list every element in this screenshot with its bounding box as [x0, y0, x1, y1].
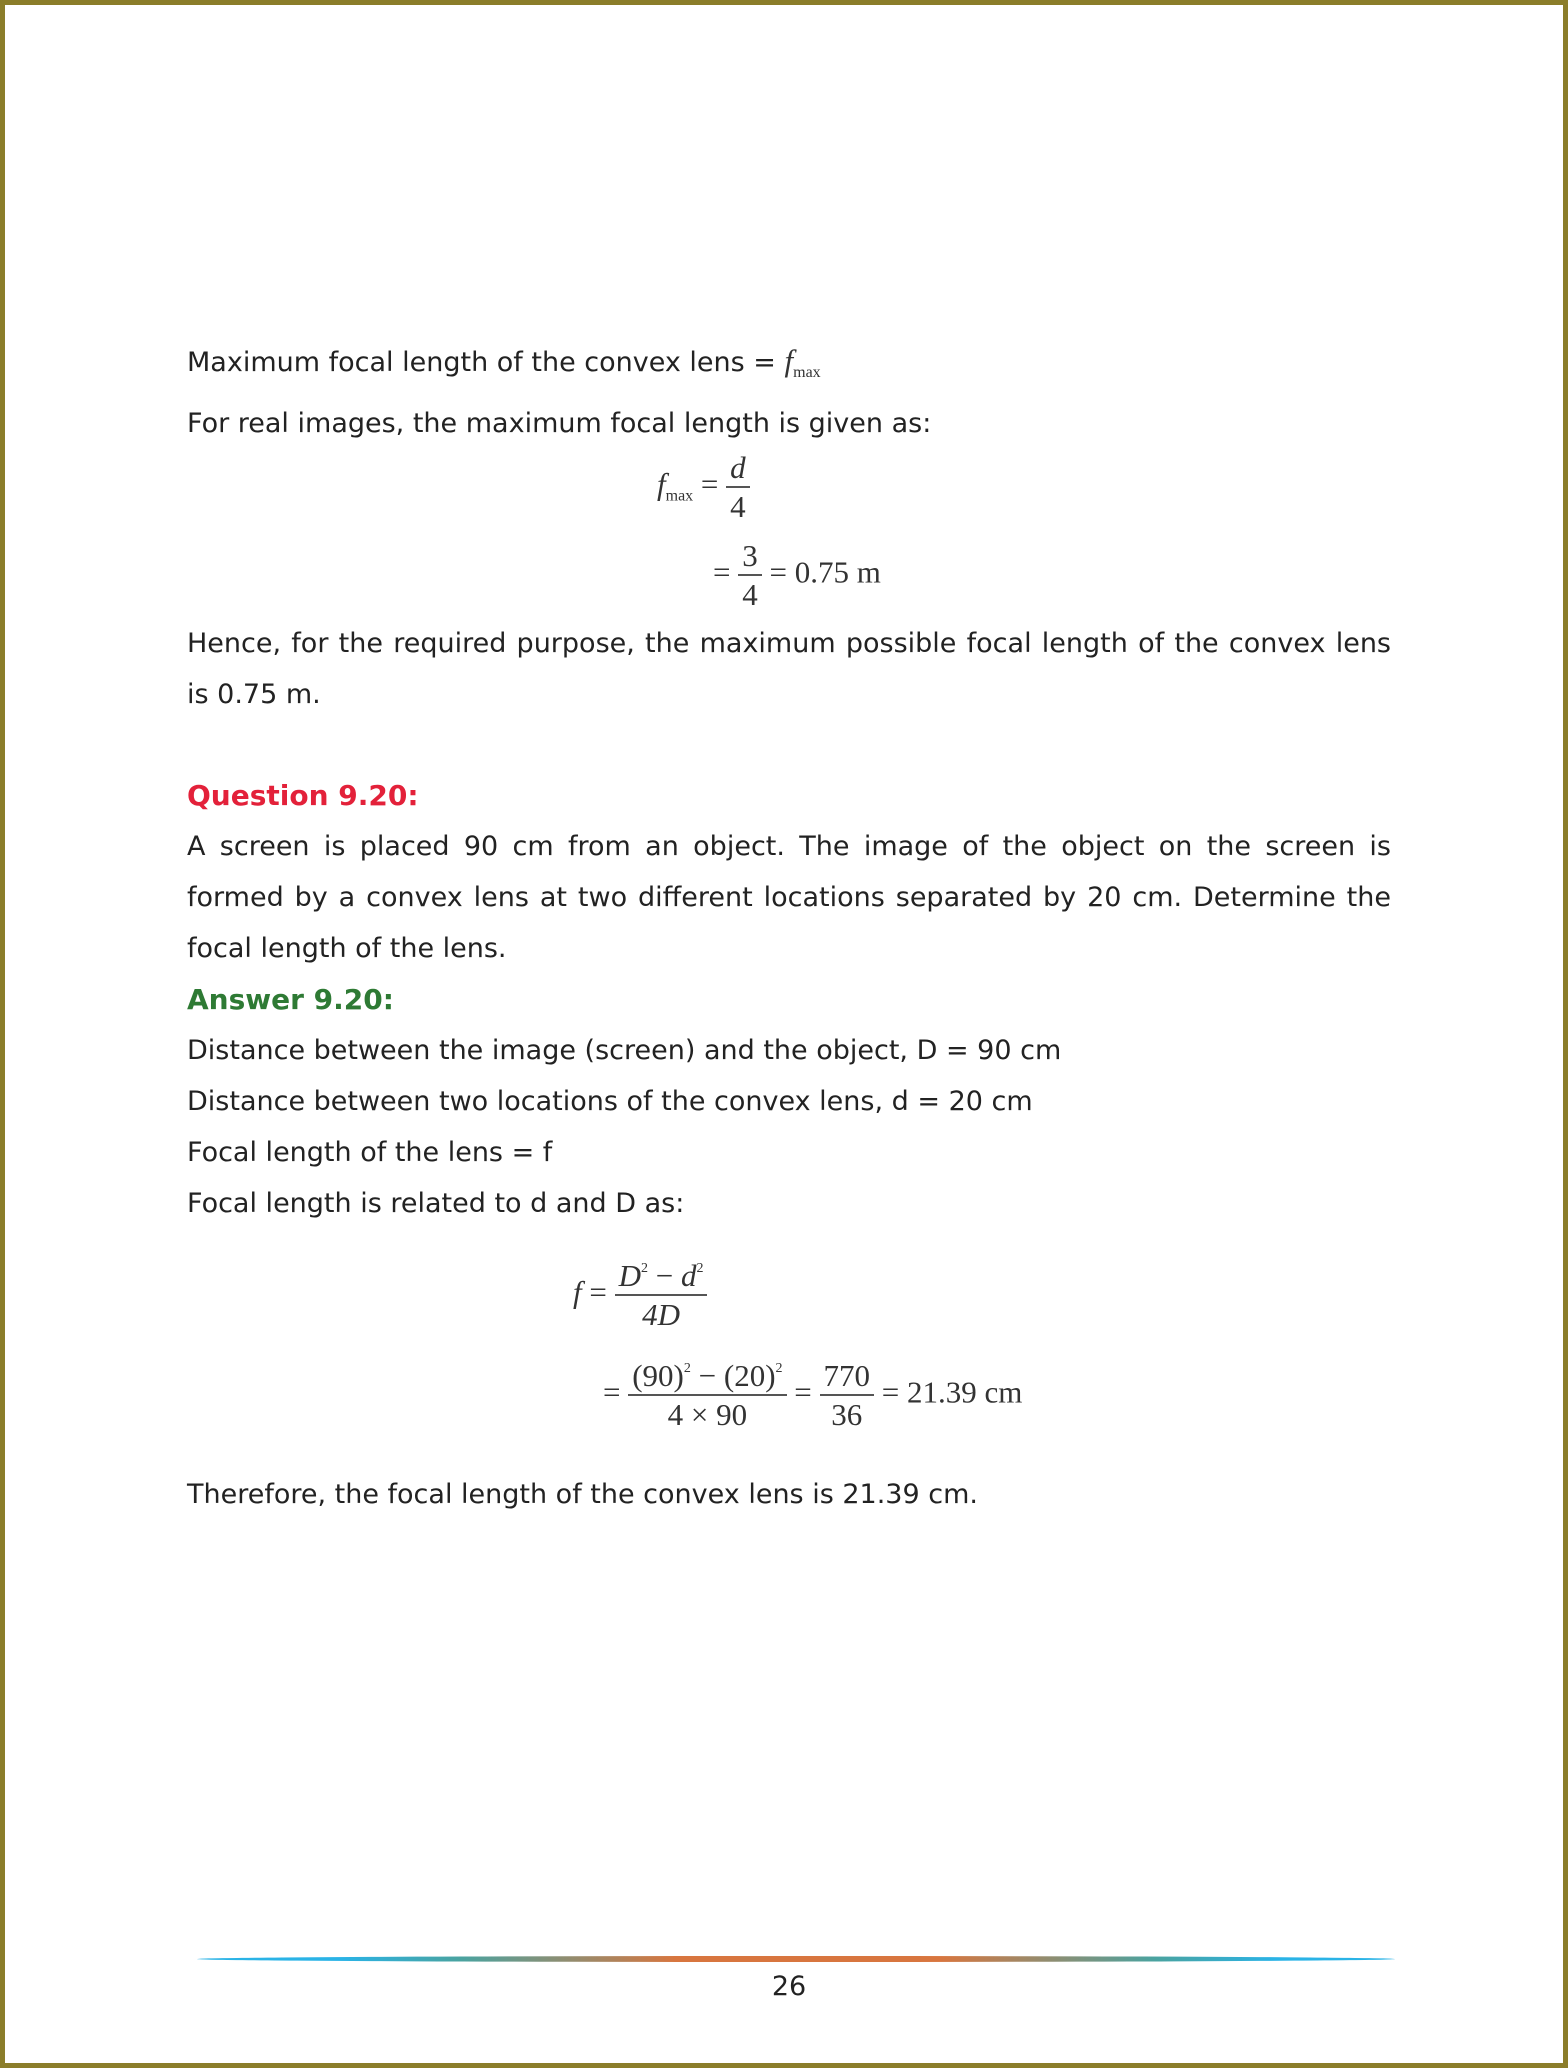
- eq2-D: D: [618, 1258, 641, 1293]
- equation-fmax: [657, 449, 750, 525]
- eq1-result: = 0.75 m: [769, 554, 881, 590]
- eq2b-equals: =: [603, 1374, 621, 1410]
- max-focal-length-line: [187, 335, 1391, 398]
- conclusion-1: [187, 618, 1391, 720]
- answer-heading: Answer 9.20:: [187, 983, 394, 1016]
- intro-section: [187, 335, 1391, 449]
- eq2b-denominator: 4 × 90: [667, 1397, 748, 1433]
- eq1-lhs-sub: max: [665, 487, 694, 505]
- page-number: 26: [771, 1971, 807, 2002]
- eq1-numerator: d: [726, 449, 750, 488]
- footer-divider: [197, 1956, 1395, 1962]
- conclusion-2: [187, 1469, 1391, 1520]
- conclusion-2-text: Therefore, the focal length of the convex lens is 21.39 cm.: [187, 1479, 978, 1510]
- real-images-line: For real images, the maximum focal length is given as:: [187, 408, 932, 439]
- eq2c-numerator: 770: [820, 1357, 875, 1396]
- question-text: A screen is placed 90 cm from an object. The image of the object on the screen is formed by a convex lens at two different locations separated by 20 cm. Determine the focal length of the lens.: [187, 831, 1391, 964]
- fraction-3-over-4: [738, 537, 762, 613]
- eq2-d-sup: 2: [696, 1261, 704, 1276]
- eq1b-denominator: 4: [742, 577, 758, 613]
- eq2-denominator: 4D: [642, 1297, 680, 1333]
- eq2-numerator: [615, 1257, 708, 1296]
- intro-text: Maximum focal length of the convex lens =: [187, 347, 785, 378]
- eq2b-minus: −: [690, 1358, 724, 1393]
- answer-line-focal-length: Focal length of the lens = f: [187, 1137, 553, 1168]
- eq2-D-sup: 2: [641, 1261, 648, 1276]
- answer-line-distance-d: Distance between two locations of the convex lens, d = 20 cm: [187, 1086, 1033, 1117]
- eq1b-numerator: 3: [738, 537, 762, 576]
- eq1-lhs: f: [657, 466, 666, 502]
- eq2-d: d: [680, 1258, 697, 1293]
- eq1-equals: =: [700, 466, 719, 502]
- fraction-D2-d2-over-4D: [615, 1257, 708, 1333]
- eq2b-20: (20): [723, 1358, 776, 1393]
- answer-line-distance-D: Distance between the image (screen) and the object, D = 90 cm: [187, 1035, 1062, 1066]
- fraction-numeric: [628, 1357, 786, 1433]
- eq2b-90: (90): [632, 1358, 684, 1393]
- answer-line-relation: Focal length is related to d and D as:: [187, 1188, 685, 1219]
- equation-focal-length-value: [603, 1357, 1022, 1433]
- max-subscript: max: [793, 364, 821, 381]
- eq2-lhs: f: [573, 1274, 582, 1310]
- conclusion-1-text: Hence, for the required purpose, the maximum possible focal length of the convex lens is 0.75 m.: [187, 628, 1391, 710]
- eq2-result: = 21.39 cm: [881, 1374, 1023, 1410]
- eq2-minus: −: [648, 1258, 681, 1293]
- eq2b-numerator: [628, 1357, 786, 1396]
- eq1-denominator: 4: [730, 489, 746, 525]
- fraction-770-over-36: [820, 1357, 875, 1433]
- question-heading: Question 9.20:: [187, 779, 419, 812]
- eq1b-equals: =: [713, 554, 731, 590]
- equation-fmax-value: [713, 537, 881, 613]
- eq2-equals: =: [589, 1274, 607, 1310]
- eq2c-denominator: 36: [831, 1397, 863, 1433]
- eq2c-equals: =: [794, 1374, 812, 1410]
- question-section: [187, 770, 1391, 1229]
- f-symbol: f: [784, 343, 794, 378]
- eq2b-20-sup: 2: [775, 1361, 783, 1376]
- equation-focal-length: [573, 1257, 707, 1333]
- fraction-d-over-4: [726, 449, 750, 525]
- f-max-symbol: [784, 343, 821, 381]
- eq2b-90-sup: 2: [683, 1361, 691, 1376]
